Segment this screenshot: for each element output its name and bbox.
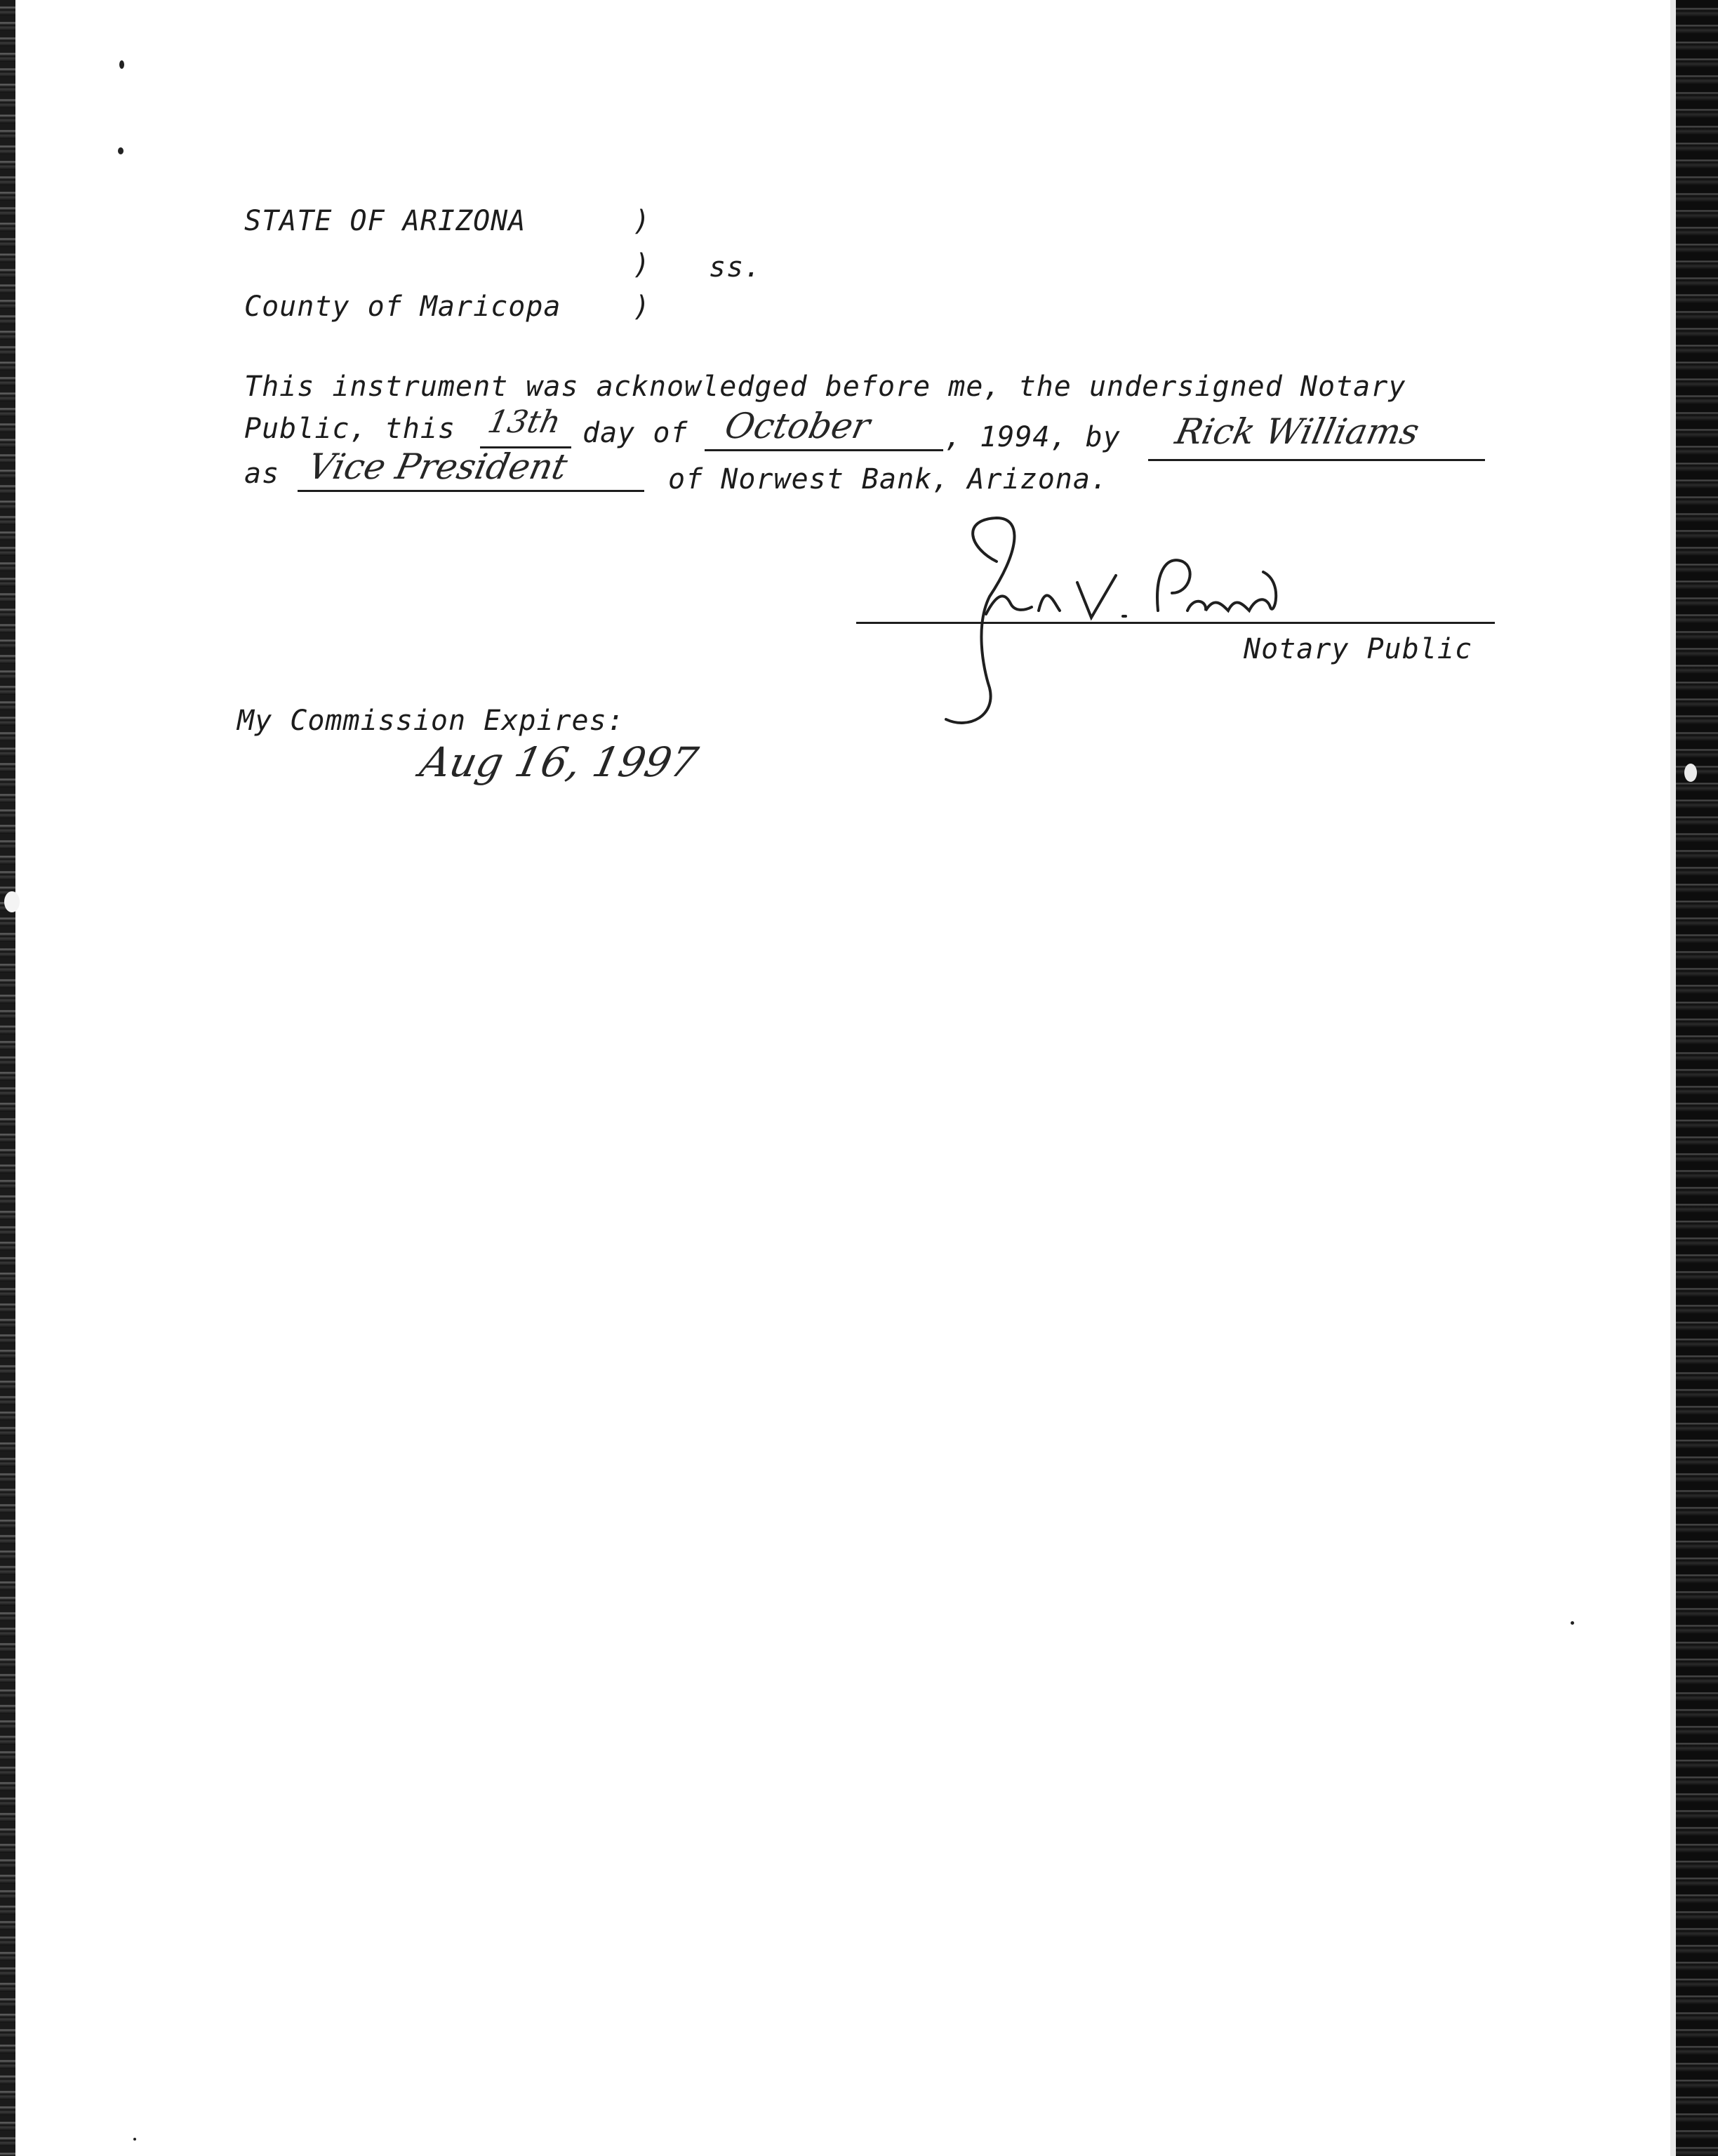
scan-speck (118, 147, 124, 154)
scan-speck (119, 60, 124, 69)
day-of-label: day of (582, 417, 688, 449)
title-blank-line (298, 490, 644, 492)
bank-name-label: of Norwest Bank, Arizona. (668, 463, 1109, 495)
notary-public-label: Notary Public (1244, 633, 1473, 665)
scan-border-right (1676, 0, 1718, 2156)
as-label: as (244, 458, 280, 490)
caption-paren: ) (633, 205, 651, 237)
scan-speck (4, 891, 20, 912)
county-label: County of Maricopa (244, 291, 561, 323)
signer-name-value: Rick Williams (1171, 411, 1423, 452)
caption-paren: ) (633, 291, 651, 323)
acknowledgment-line-1: This instrument was acknowledged before me, the undersigned Notary (244, 371, 1406, 403)
scan-border-right-shadow (1670, 0, 1676, 2156)
officer-title-value: Vice President (304, 446, 571, 487)
caption-paren: ) (633, 248, 651, 281)
notary-signature (912, 505, 1305, 737)
commission-expires-label: My Commission Expires: (237, 705, 625, 737)
scan-speck (1684, 764, 1697, 782)
scan-speck (133, 2138, 136, 2141)
public-this-label: Public, this (244, 413, 455, 445)
state-label: STATE OF ARIZONA (244, 205, 526, 237)
scan-border-left (0, 0, 15, 2156)
month-value: October (721, 406, 874, 446)
signer-blank-line (1148, 459, 1485, 461)
ss-label: ss. (709, 251, 762, 284)
day-value: 13th (484, 404, 564, 440)
scan-speck (1571, 1621, 1574, 1625)
commission-expires-value: Aug 16, 1997 (415, 738, 702, 786)
year-by-label: , 1994, by (945, 421, 1121, 453)
month-blank-line (705, 449, 943, 451)
